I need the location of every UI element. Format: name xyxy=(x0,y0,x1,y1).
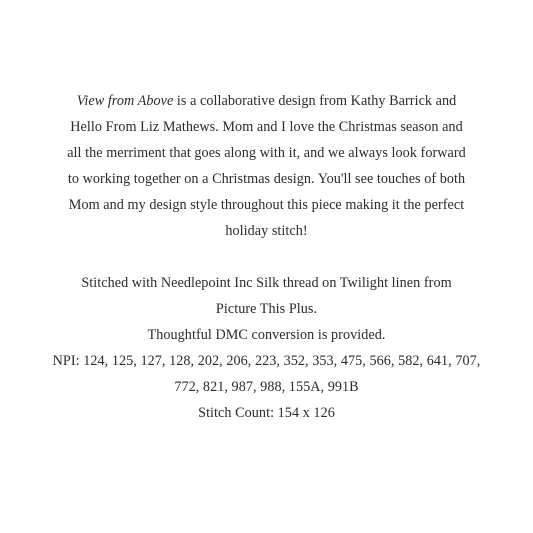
intro-line-1 xyxy=(6,88,527,114)
intro-line-4: to working together on a Christmas design. You'll see touches of both xyxy=(67,171,466,187)
npi-thread-list-1: NPI: 124, 125, 127, 128, 202, 206, 223, 352, 353, 475, 566, 582, 641, 707, xyxy=(52,353,481,369)
description-text xyxy=(6,88,527,426)
intro-line-3: all the merriment that goes along with it, and we always look forward xyxy=(67,145,466,161)
design-title: View from Above xyxy=(76,93,174,109)
materials-line-2: Picture This Plus. xyxy=(215,301,318,317)
intro-paragraph xyxy=(6,88,527,244)
npi-thread-list-2: 772, 821, 987, 988, 155A, 991B xyxy=(174,379,359,395)
intro-line-5: Mom and my design style throughout this piece making it the perfect xyxy=(68,197,465,213)
intro-line-1-text: is a collaborative design from Kathy Barrick and xyxy=(173,93,457,109)
intro-line-2: Hello From Liz Mathews. Mom and I love the Christmas season and xyxy=(70,119,463,135)
intro-line-6: holiday stitch! xyxy=(225,223,308,239)
materials-line-1: Stitched with Needlepoint Inc Silk thread on Twilight linen from xyxy=(81,275,452,291)
stitch-count: Stitch Count: 154 x 126 xyxy=(198,405,335,421)
dmc-conversion-note: Thoughtful DMC conversion is provided. xyxy=(147,327,386,343)
details-paragraph xyxy=(6,270,527,426)
